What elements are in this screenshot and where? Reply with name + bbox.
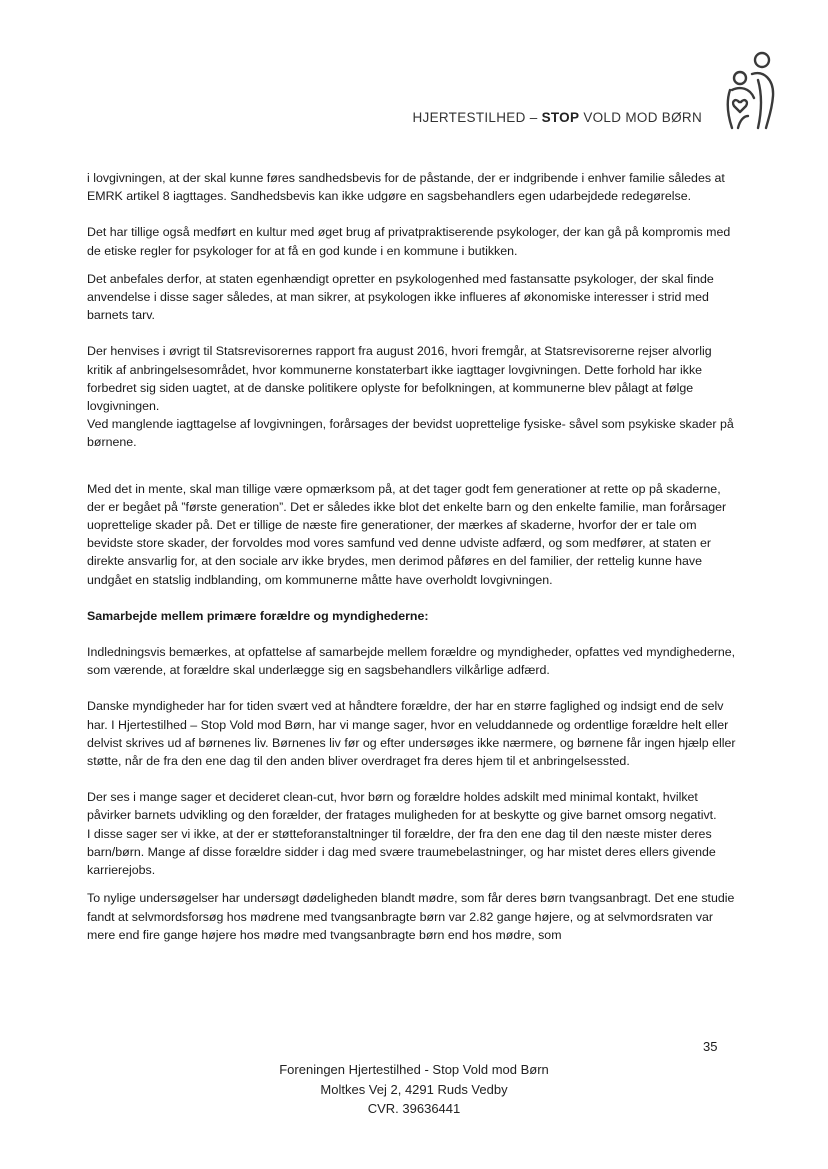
header-title <box>412 110 702 125</box>
family-heart-logo-icon <box>718 50 780 132</box>
paragraph-11: To nylige undersøgelser har undersøgt dødeligheden blandt mødre, som får deres børn tvangsanbragt. Det ene studie fandt at selvmordsforsøg hos mødrene med tvangsanbragte børn var 2.82 gange højere, og at selvmordsraten var mere end fire gange højere hos mødre med tvangsanbragte børn end hos mødre, som <box>87 891 735 942</box>
footer-cvr: CVR. 39636441 <box>367 1101 461 1116</box>
paragraph-7: Indledningsvis bemærkes, at opfattelse af samarbejde mellem forældre og myndigheder, opfattes ved myndighederne, som værende, at forældre skal underlægge sig en sagsbehandlers vilkårlige adfærd. <box>87 645 736 678</box>
paragraph-3: Det anbefales derfor, at staten egenhændigt opretter en psykologenhed med fastansatte psykologer, der skal finde anvendelse i disse sager således, at man sikrer, at psykologen ikke influeres af økonomiske interesser i strid med barnets tarv. <box>87 271 714 323</box>
paragraph-10: I disse sager ser vi ikke, at der er støtteforanstaltninger til forældre, der fra den ene dag til den næste mister deres barn/børn. Mange af disse forældre sidder i dag med svære traumebelastninger, og har mistet deres ellers givende karrierejobs. <box>87 826 716 878</box>
paragraph-1: i lovgivningen, at der skal kunne føres sandhedsbevis for de påstande, der er indgribende i enhver familie således at EMRK artikel 8 iagttages. Sandhedsbevis kan ikke udgøre en sagsbehandlers egen udarbejdede redegørelse. <box>87 171 725 204</box>
header-title-stop: STOP <box>541 110 580 125</box>
header-title-part3: VOLD MOD BØRN <box>579 110 702 125</box>
section-heading: Samarbejde mellem primære forældre og myndighederne: <box>87 608 429 623</box>
page-header <box>0 0 828 140</box>
page-footer <box>0 1060 828 1119</box>
paragraph-2: Det har tillige også medført en kultur med øget brug af privatpraktiserende psykologer, der kan gå på kompromis med de etiske regler for psykologer for at få en god kunde i en kommune i butikken. <box>87 225 731 258</box>
document-body <box>87 169 737 944</box>
footer-address: Moltkes Vej 2, 4291 Ruds Vedby <box>320 1081 508 1097</box>
paragraph-5: Ved manglende iagttagelse af lovgivningen, forårsages der bevidst uoprettelige fysiske- såvel som psykiske skader på børnene. <box>87 417 734 450</box>
paragraph-4: Der henvises i øvrigt til Statsrevisorernes rapport fra august 2016, hvori fremgår, at Statsrevisorerne rejser alvorlig kritik af anbringelsesområdet, hvor kommunerne konstaterbart ikke iagttager lovgivningen. Dette forhold har ikke forbedret sig siden uagtet, at de danske politikere oplyste for befolkningen, at kommunerne blev pålagt at følge lovgivningen. <box>87 344 712 414</box>
page-number: 35 <box>703 1039 718 1054</box>
paragraph-9: Der ses i mange sager et decideret clean-cut, hvor børn og forældre holdes adskilt med minimal kontakt, hvilket påvirker barnets udvikling og den forælder, der fratages muligheden for at beskytte og give barnet omsorg negativt. <box>87 790 717 823</box>
paragraph-8: Danske myndigheder har for tiden svært ved at håndtere forældre, der har en større faglighed og indsigt end de selv har. I Hjertestilhed – Stop Vold mod Børn, har vi mange sager, hvor en veluddannede og ordentlige forældre helt eller delvist skrives ud af børnenes liv. Børnenes liv før og efter undersøges ikke nærmere, og børnene får ingen hjælp eller støtte, når de fra den ene dag til den anden bliver overdraget fra deres hjem til et anbringelsessted. <box>87 699 736 769</box>
footer-org-name: Foreningen Hjertestilhed - Stop Vold mod Børn <box>279 1062 549 1077</box>
header-title-part1: HJERTESTILHED – <box>412 110 542 125</box>
paragraph-6: Med det in mente, skal man tillige være opmærksom på, at det tager godt fem generationer at rette op på skaderne, der er begået på ”første generation”. Det er således ikke blot det enkelte barn og den enkelte familie, man forårsager uoprettelige skader på. Det er tillige de næste fire generationer, der mærkes af skaderne, hvorfor der er tale om bevidste store skader, der forvoldes mod vores samfund ved denne udviste adfærd, og som medfører, at staten er direkte ansvarlig for, at den sociale arv ikke brydes, men derimod påføres en del familier, der rettelig kunne have undgået en statslig indblanding, om kommunerne måtte have overholdt lovgivningen. <box>87 481 727 587</box>
